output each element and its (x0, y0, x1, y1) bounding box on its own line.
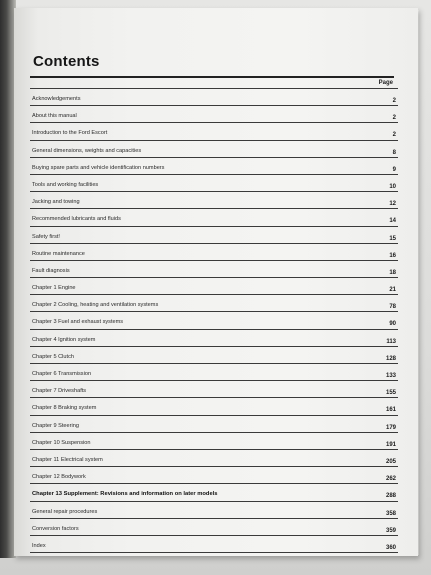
toc-entry (30, 226, 398, 243)
toc-entry (30, 380, 398, 397)
page-title: Contents (33, 53, 100, 70)
toc-entry-title: Index (32, 542, 46, 549)
toc-entry-title: Chapter 13 Supplement: Revisions and information on later models (32, 491, 218, 498)
toc-entry (30, 191, 398, 208)
toc-entry (30, 243, 398, 260)
toc-entry (30, 415, 398, 432)
toc-entry-page: 15 (389, 235, 396, 242)
toc-entry (30, 363, 398, 380)
toc-entry-title: Chapter 6 Transmission (32, 371, 92, 377)
toc-entry-page: 155 (385, 390, 396, 397)
toc-entry-title: Chapter 7 Driveshafts (32, 388, 87, 395)
toc-entry (30, 105, 398, 122)
toc-entry (30, 277, 398, 294)
toc-entry-page: 16 (389, 252, 396, 259)
toc-entry (30, 518, 398, 535)
toc-entry-page: 8 (392, 149, 396, 156)
toc-entry-title: Conversion factors (32, 525, 79, 532)
toc-entry-page: 161 (385, 407, 396, 414)
toc-entry-page: 2 (392, 132, 396, 139)
toc-entry-page: 179 (385, 424, 396, 431)
toc-entry-page: 9 (392, 166, 396, 173)
toc-entry-title: Tools and working facilities (32, 181, 99, 188)
toc-entry-title: Chapter 3 Fuel and exhaust systems (32, 319, 124, 326)
toc-entry-page: 191 (385, 441, 396, 448)
toc-entry-page: 2 (392, 115, 396, 122)
toc-entry-title: Chapter 8 Braking system (32, 405, 97, 412)
toc-entry-page: 128 (385, 355, 396, 362)
contents-section (30, 40, 396, 551)
toc-entry (30, 294, 398, 311)
toc-entry-title: Chapter 10 Suspension (32, 439, 91, 446)
toc-entry-title: Buying spare parts and vehicle identification numbers (32, 164, 165, 171)
toc-entry-page: 14 (389, 218, 396, 225)
toc-entry (30, 122, 398, 139)
toc-entry (30, 260, 398, 277)
toc-entry-title: General dimensions, weights and capacities (32, 147, 142, 154)
toc-entry-page: 18 (389, 269, 396, 276)
toc-entry (30, 466, 398, 483)
toc-entry-page: 2 (392, 98, 396, 104)
toc-entry (30, 140, 398, 157)
toc-entry-page: 360 (385, 544, 396, 551)
toc-entry-page: 12 (389, 201, 396, 208)
toc-entry-title: Introduction to the Ford Escort (32, 130, 108, 137)
toc-entry-title: Chapter 11 Electrical system (32, 456, 103, 463)
toc-entry (30, 397, 398, 414)
toc-entry-page: 113 (386, 338, 396, 345)
toc-entry (30, 88, 398, 105)
toc-entry-page: 358 (385, 510, 396, 517)
toc-entry-page: 10 (389, 183, 396, 190)
toc-entry-page: 90 (389, 321, 396, 328)
toc-entry-page: 359 (385, 527, 396, 534)
toc-entry-page: 288 (385, 493, 396, 500)
toc-entry-title: Jacking and towing (32, 199, 80, 206)
title-rule (30, 76, 394, 78)
toc-entry (30, 432, 398, 449)
toc-entry-page: 78 (389, 304, 396, 311)
toc-entry-page: 133 (385, 373, 396, 379)
toc-entry-title: Recommended lubricants and fluids (32, 216, 121, 223)
toc-entry (30, 329, 398, 346)
toc-entry-title: Safety first! (32, 233, 60, 240)
toc-entry (30, 346, 398, 363)
toc-entry-page: 205 (385, 458, 396, 465)
toc-entry-title: Acknowledgements (32, 96, 81, 102)
toc-entry-title: Fault diagnosis (32, 267, 70, 274)
toc-entry-page: 262 (385, 476, 396, 483)
toc-entry-title: About this manual (32, 113, 77, 120)
toc-entry-title: Chapter 2 Cooling, heating and ventilation systems (32, 302, 159, 309)
toc-entry-title: Chapter 5 Clutch (32, 353, 74, 360)
toc-entry (30, 535, 398, 553)
toc-entry-title: Chapter 9 Steering (32, 422, 79, 429)
page-column-header: Page (378, 80, 393, 86)
toc-entry (30, 449, 398, 466)
toc-entry-supplement (30, 483, 398, 500)
toc-entry-page: 21 (389, 287, 396, 294)
toc-entry (30, 208, 398, 225)
toc-entry (30, 174, 398, 191)
toc-entry-title: Routine maintenance (32, 250, 85, 257)
toc-entry (30, 311, 398, 328)
toc-entry (30, 501, 398, 518)
toc-entry (30, 157, 398, 174)
toc-entry-title: Chapter 1 Engine (32, 285, 76, 292)
toc-list (30, 88, 398, 553)
toc-entry-title: Chapter 12 Bodywork (32, 474, 86, 481)
toc-entry-title: Chapter 4 Ignition system (32, 336, 96, 343)
toc-entry-title: General repair procedures (32, 508, 98, 515)
